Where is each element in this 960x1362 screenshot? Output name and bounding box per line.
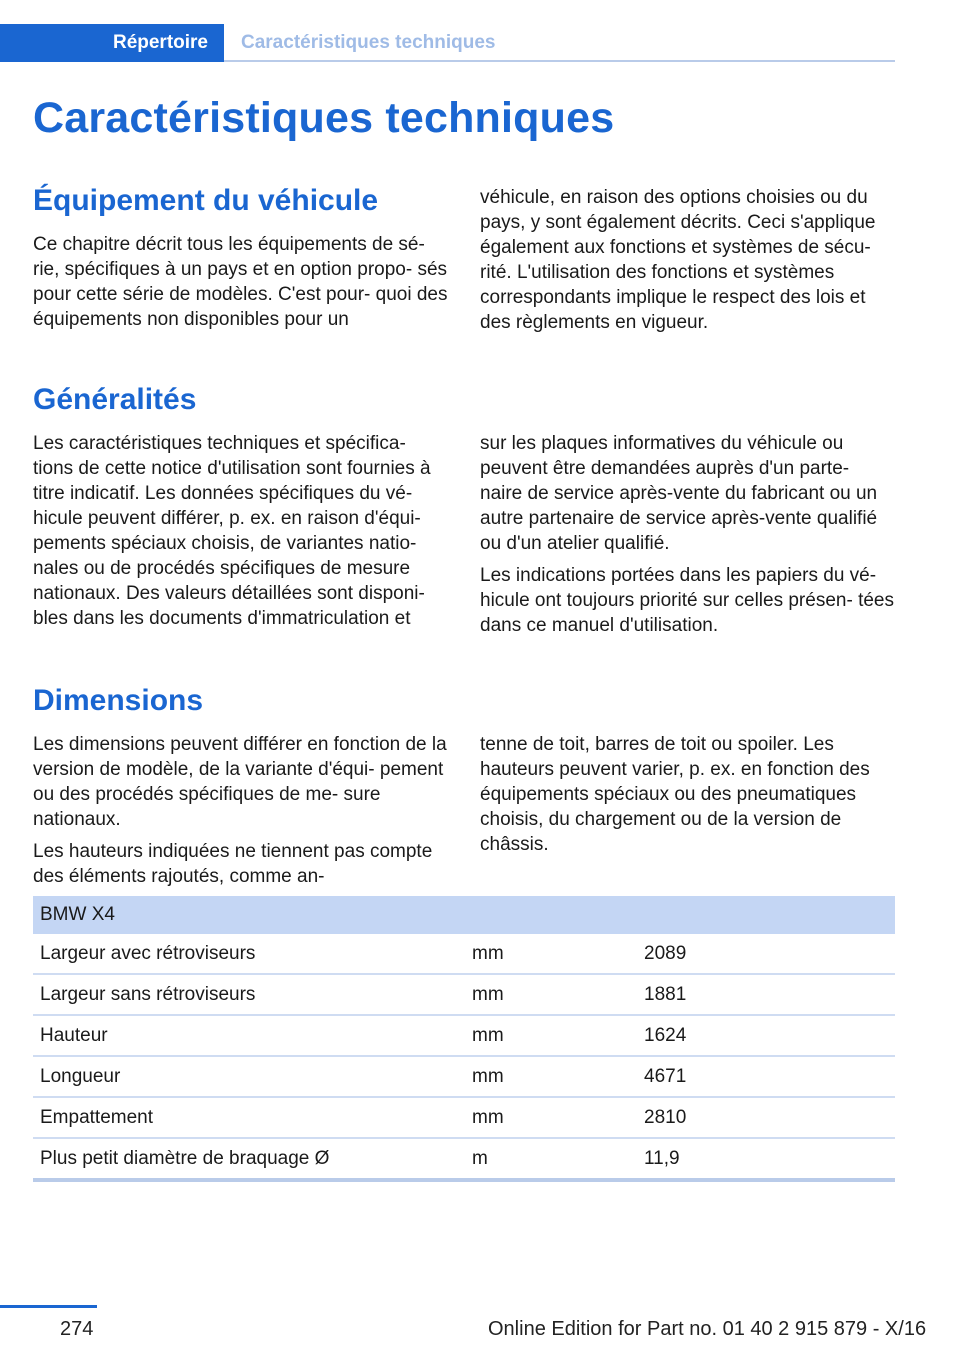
- table-row: [33, 934, 895, 974]
- general-right-column: [480, 431, 895, 645]
- table-header-row: [33, 896, 895, 934]
- tab-repertoire[interactable]: Répertoire: [0, 24, 224, 62]
- heading-general: Généralités: [33, 383, 197, 416]
- dimensions-table: [33, 896, 895, 1182]
- table-header-cell: BMW X4: [33, 896, 895, 934]
- row-value: 11,9: [637, 1138, 895, 1180]
- paragraph: véhicule, en raison des options choisies ou du pays, y sont également décrits. Ceci s'applique également aux fonctions et systèmes de sécu‐ rité. L'utilisation des fonctions et systèmes correspondants implique le respect des lois et des règlements en vigueur.: [480, 187, 876, 333]
- row-label: Empattement: [33, 1097, 465, 1138]
- row-unit: m: [465, 1138, 637, 1180]
- dimensions-right-column: [480, 732, 895, 864]
- row-label: Plus petit diamètre de braquage Ø: [33, 1138, 465, 1180]
- footer-divider: [0, 1305, 97, 1308]
- paragraph: Les indications portées dans les papiers du vé‐ hicule ont toujours priorité sur celles présen‐ tées dans ce manuel d'utilisation.: [480, 565, 894, 636]
- dimensions-left-column: [33, 732, 448, 896]
- paragraph: Les hauteurs indiquées ne tiennent pas compte des éléments rajoutés, comme an‐: [33, 841, 433, 887]
- footer-edition: Online Edition for Part no. 01 40 2 915 879 - X/16: [488, 1318, 927, 1340]
- equipment-right-column: [480, 185, 895, 342]
- row-value: 4671: [637, 1056, 895, 1097]
- row-label: Hauteur: [33, 1015, 465, 1056]
- row-unit: mm: [465, 1015, 637, 1056]
- equipment-left-column: [33, 232, 448, 339]
- row-unit: mm: [465, 1056, 637, 1097]
- heading-dimensions: Dimensions: [33, 684, 204, 717]
- row-value: 2089: [637, 934, 895, 974]
- tab-caracteristiques[interactable]: Caractéristiques techniques: [241, 32, 496, 53]
- page-number: 274: [60, 1318, 94, 1340]
- page-title: Caractéristiques techniques: [33, 94, 615, 142]
- row-label: Largeur avec rétroviseurs: [33, 934, 465, 974]
- paragraph: Les dimensions peuvent différer en fonction de la version de modèle, de la variante d'équi‐ pement ou des procédés spécifiques de me‐ sure nationaux.: [33, 734, 447, 830]
- row-label: Longueur: [33, 1056, 465, 1097]
- paragraph: sur les plaques informatives du véhicule ou peuvent être demandées auprès d'un parte‐ naire de service après-vente du fabricant ou un autre partenaire de service après-vente qualifié ou d'un atelier qualifié.: [480, 433, 878, 554]
- row-value: 1881: [637, 974, 895, 1015]
- table-row: [33, 1056, 895, 1097]
- general-left-column: [33, 431, 448, 638]
- paragraph: Ce chapitre décrit tous les équipements de sé‐ rie, spécifiques à un pays et en option propo‐ sés pour cette série de modèles. C'est pour‐ quoi des équipements non disponibles pour un: [33, 234, 448, 330]
- header-divider: [224, 60, 895, 62]
- row-unit: mm: [465, 1097, 637, 1138]
- header-bar: [0, 24, 895, 62]
- table-row: [33, 974, 895, 1015]
- heading-equipment: Équipement du véhicule: [33, 184, 379, 217]
- row-label: Largeur sans rétroviseurs: [33, 974, 465, 1015]
- table-row: [33, 1015, 895, 1056]
- paragraph: tenne de toit, barres de toit ou spoiler. Les hauteurs peuvent varier, p. ex. en fonction des équipements spéciaux ou des pneumatiques choisis, du chargement ou de la version de châssis.: [480, 734, 870, 855]
- row-value: 1624: [637, 1015, 895, 1056]
- row-unit: mm: [465, 974, 637, 1015]
- row-unit: mm: [465, 934, 637, 974]
- table-row: [33, 1097, 895, 1138]
- table-row: [33, 1138, 895, 1180]
- row-value: 2810: [637, 1097, 895, 1138]
- paragraph: Les caractéristiques techniques et spécifica‐ tions de cette notice d'utilisation sont fournies à titre indicatif. Les données spécifiques du vé‐ hicule peuvent différer, p. ex. en raison d'équi‐ pements spéciaux choisis, de variantes natio‐ nales ou de procédés spécifiques de mesure nationaux. Des valeurs détaillées sont disponi‐ bles dans les documents d'immatriculation et: [33, 433, 431, 629]
